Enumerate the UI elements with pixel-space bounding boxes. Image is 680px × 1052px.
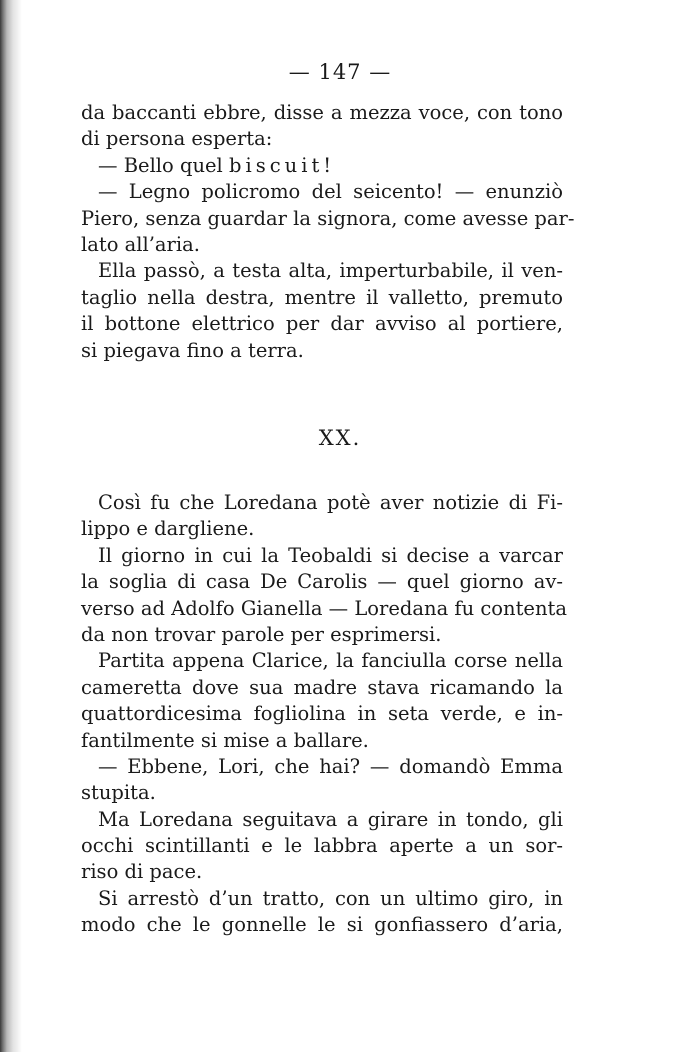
text-line: Partita appena Clarice, la fanciulla corse nella [98,649,563,673]
text-line: lippo e dargliene. [81,517,255,541]
text-line: si piegava fino a terra. [81,338,304,362]
text-line: — Ebbene, Lori, che hai? — domandò Emma [98,754,563,778]
text-line: occhi scintillanti e le labbra aperte a un sor- [81,834,563,858]
text-line: Piero, senza guardar la signora, come avesse par- [81,206,575,230]
text-section-2 [81,490,567,939]
text-line: da baccanti ebbre, disse a mezza voce, con tono [81,101,563,124]
text-line: Così fu che Loredana potè aver notizie di Fi- [98,491,563,514]
text-line: stupita. [81,781,156,805]
text-line: — Legno policromo del seicento! — enunziò [98,180,563,204]
text-line: riso di pace. [81,860,203,884]
emphasized-word: biscuit! [229,153,336,177]
text-line: Ella passò, a testa alta, imperturbabile, il ven- [98,259,563,283]
text-line: quattordicesima fogliolina in seta verde, e in- [81,702,563,726]
text-line: modo che le gonnelle le si gonfiassero d’aria, [81,913,563,937]
page-number: — 147 — [288,60,392,84]
text-line: verso ad Adolfo Gianella — Loredana fu contenta [81,596,567,620]
text-line: lato all’aria. [81,232,200,256]
text-line: Si arrestò d’un tratto, con un ultimo giro, in [98,886,563,910]
text-line: il bottone elettrico per dar avviso al portiere, [81,312,563,336]
chapter-heading: XX. [318,426,362,450]
text-line: di persona esperta: [81,127,273,151]
page-binding-shadow [0,0,22,1052]
text-line: Ma Loredana seguitava a girare in tondo, gli [98,807,563,831]
text-line: taglio nella destra, mentre il valletto, premuto [81,285,563,309]
text-line: cameretta dove sua madre stava ricamando la [81,675,563,699]
text-line: Il giorno in cui la Teobaldi si decise a varcar [98,543,563,567]
text-line: fantilmente si mise a ballare. [81,728,369,752]
text-line-part: — Bello quel [98,153,229,177]
text-line [81,153,563,179]
text-line: la soglia di casa De Carolis — quel giorno av- [81,570,563,594]
text-line: da non trovar parole per esprimersi. [81,622,442,646]
text-section-1 [81,100,575,364]
